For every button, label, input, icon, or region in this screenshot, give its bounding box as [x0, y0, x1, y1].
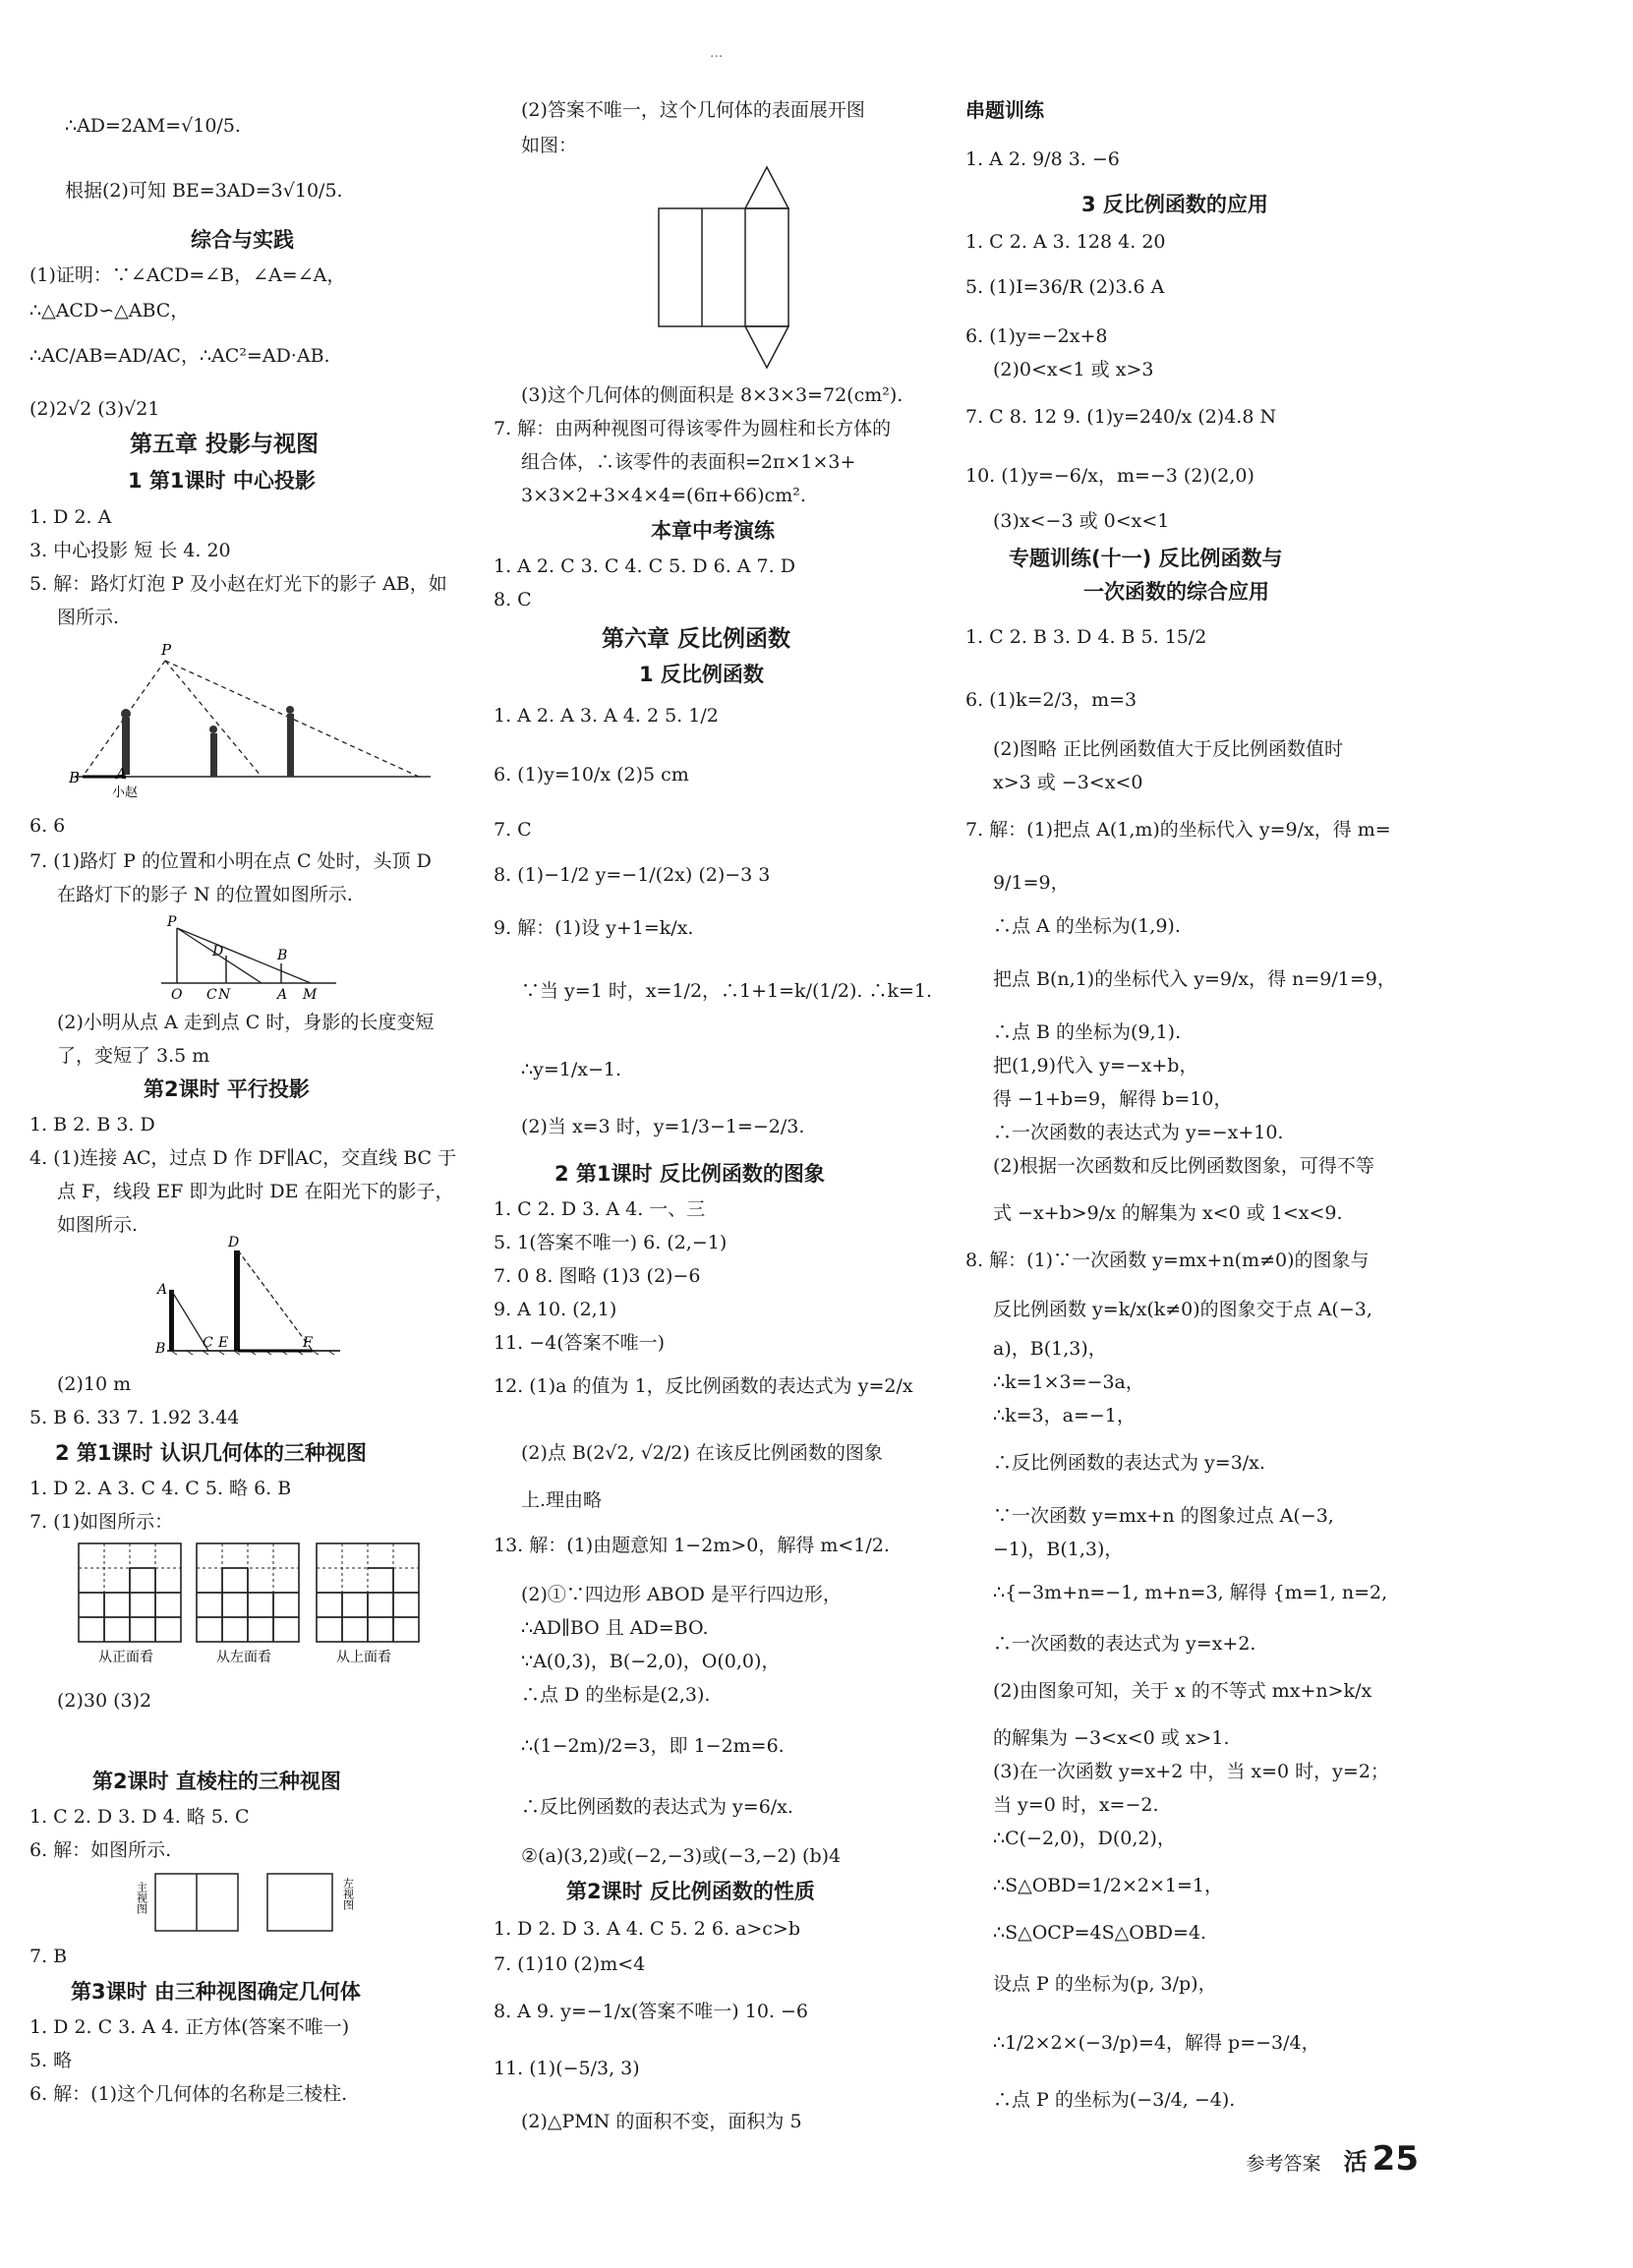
- point-label-o: O: [171, 987, 183, 1001]
- point-label-d: D: [228, 1235, 240, 1250]
- point-label-p: P: [161, 641, 172, 659]
- text-line: 7. (1)路灯 P 的位置和小明在点 C 处时，头顶 D: [29, 850, 432, 872]
- text-line: ∴点 P 的坐标为(−3/4, −4).: [993, 2089, 1236, 2111]
- text-line: (2)点 B(2√2, √2/2) 在该反比例函数的图象: [521, 1442, 883, 1464]
- text-line: 1. C 2. B 3. D 4. B 5. 15/2: [965, 626, 1207, 648]
- text-line: (2)2√2 (3)√21: [29, 398, 160, 420]
- point-label-a: A: [277, 987, 288, 1001]
- text-line: 10. (1)y=−6/x，m=−3 (2)(2,0): [965, 465, 1254, 487]
- column-3: [954, 0, 1426, 2268]
- text-line: ∴C(−2,0)，D(0,2)，: [993, 1828, 1176, 1849]
- text-line: (2)当 x=3 时，y=1/3−1=−2/3.: [521, 1116, 805, 1137]
- text-line: 6. (1)y=10/x (2)5 cm: [494, 764, 689, 785]
- text-line: 7. 解：(1)把点 A(1,m)的坐标代入 y=9/x，得 m=: [965, 819, 1391, 841]
- section-heading: 本章中考演练: [651, 519, 775, 543]
- text-line: 8. A 9. y=−1/x(答案不唯一) 10. −6: [494, 2001, 809, 2022]
- text-line: 1. D 2. A 3. C 4. C 5. 略 6. B: [29, 1478, 292, 1499]
- page-footer: [1246, 2139, 1419, 2179]
- text-line: 点 F，线段 EF 即为此时 DE 在阳光下的影子，: [57, 1181, 454, 1202]
- text-line: 6. (1)y=−2x+8: [965, 325, 1108, 347]
- point-label-a: A: [157, 1282, 168, 1298]
- text-line: (3)这个几何体的侧面积是 8×3×3=72(cm²).: [521, 384, 904, 406]
- point-label-m: M: [303, 987, 318, 1001]
- text-line: (2)答案不唯一，这个几何体的表面展开图: [521, 99, 865, 121]
- text-line: 5. B 6. 33 7. 1.92 3.44: [29, 1407, 240, 1428]
- section-heading: 综合与实践: [191, 228, 294, 252]
- text-line: 1. D 2. A: [29, 506, 112, 528]
- section-heading: 串题训练: [965, 98, 1044, 122]
- three-views-figure: [69, 1540, 442, 1667]
- section-heading: 第2课时 直棱柱的三种视图: [92, 1770, 341, 1793]
- text-line: 7. C 8. 12 9. (1)y=240/x (2)4.8 N: [965, 406, 1277, 428]
- section-heading: 第2课时 平行投影: [144, 1077, 310, 1101]
- text-line: 1. C 2. D 3. A 4. 一、三: [494, 1198, 706, 1220]
- text-line: 图所示.: [57, 607, 120, 628]
- point-label-c: C: [203, 1335, 213, 1351]
- text-line: 1. A 2. C 3. C 4. C 5. D 6. A 7. D: [494, 555, 795, 577]
- text-line: 5. 1(答案不唯一) 6. (2,−1): [494, 1232, 728, 1253]
- text-line: 根据(2)可知 BE=3AD=3√10/5.: [65, 180, 343, 202]
- text-line: 7. B: [29, 1946, 68, 1967]
- text-line: 1. B 2. B 3. D: [29, 1114, 155, 1135]
- text-line: 得 −1+b=9，解得 b=10，: [993, 1088, 1233, 1110]
- prism-net-figure: [649, 159, 796, 376]
- text-line: ②(a)(3,2)或(−2,−3)或(−3,−2) (b)4: [521, 1845, 842, 1867]
- text-line: ∴S△OBD=1/2×2×1=1，: [993, 1875, 1224, 1896]
- text-line: 6. 解：如图所示.: [29, 1839, 172, 1861]
- text-line: 9. 解：(1)设 y+1=k/x.: [494, 917, 694, 939]
- text-line: 1. D 2. C 3. A 4. 正方体(答案不唯一): [29, 2016, 350, 2038]
- text-line: 7. C: [494, 819, 532, 841]
- text-line: 的解集为 −3<x<0 或 x>1.: [993, 1727, 1230, 1749]
- text-line: (2)小明从点 A 走到点 C 时，身影的长度变短: [57, 1012, 435, 1033]
- text-line: ∵当 y=1 时，x=1/2，∴1+1=k/(1/2). ∴k=1.: [521, 980, 933, 1002]
- text-line: ∴(1−2m)/2=3，即 1−2m=6.: [521, 1735, 785, 1757]
- lamp-shadow-figure-1: [65, 637, 438, 804]
- point-label-p: P: [167, 914, 177, 930]
- parallel-projection-figure: [147, 1235, 344, 1363]
- prism-views-figure: [126, 1868, 372, 1937]
- section-heading: 2 第1课时 反比例函数的图象: [554, 1162, 825, 1186]
- text-line: 组合体，∴该零件的表面积=2π×1×3+: [521, 451, 856, 473]
- text-line: 9/1=9，: [993, 872, 1070, 894]
- point-label-f: F: [303, 1335, 313, 1351]
- text-line: 如图：: [521, 135, 578, 156]
- text-line: ∴y=1/x−1.: [521, 1059, 621, 1080]
- text-line: 把点 B(n,1)的坐标代入 y=9/x，得 n=9/1=9，: [993, 968, 1396, 990]
- text-line: 当 y=0 时，x=−2.: [993, 1794, 1159, 1816]
- text-line: ∴点 A 的坐标为(1,9).: [993, 915, 1181, 937]
- text-line: 8. C: [494, 589, 532, 611]
- text-line: 4. (1)连接 AC，过点 D 作 DF∥AC，交直线 BC 于: [29, 1147, 457, 1169]
- view-label-left: 从左面看: [216, 1650, 271, 1665]
- text-line: 6. 解：(1)这个几何体的名称是三棱柱.: [29, 2083, 348, 2105]
- section-heading: 1 反比例函数: [639, 663, 764, 686]
- text-line: 7. (1)如图所示：: [29, 1511, 174, 1533]
- footer-brand: 活: [1343, 2148, 1368, 2176]
- point-label-b: B: [69, 769, 81, 786]
- text-line: 设点 P 的坐标为(p, 3/p)，: [993, 1973, 1217, 1995]
- text-line: 3×3×2+3×4×4=(6π+66)cm².: [521, 485, 806, 506]
- text-line: ∴反比例函数的表达式为 y=6/x.: [521, 1796, 793, 1818]
- figure-caption: 小赵: [112, 785, 139, 800]
- text-line: 13. 解：(1)由题意知 1−2m>0，解得 m<1/2.: [494, 1535, 890, 1556]
- point-label-c: C: [206, 987, 217, 1001]
- text-line: 3. 中心投影 短 长 4. 20: [29, 540, 231, 561]
- text-line: 6. 6: [29, 815, 66, 837]
- text-line: 1. A 2. A 3. A 4. 2 5. 1/2: [494, 705, 719, 727]
- text-line: 12. (1)a 的值为 1，反比例函数的表达式为 y=2/x: [494, 1375, 913, 1397]
- text-line: ∵一次函数 y=mx+n 的图象过点 A(−3,: [993, 1505, 1334, 1527]
- view-label-front: 从正面看: [98, 1650, 153, 1665]
- text-line: 1. C 2. A 3. 128 4. 20: [965, 231, 1166, 253]
- text-line: ∴S△OCP=4S△OBD=4.: [993, 1922, 1207, 1944]
- section-heading: 一次函数的综合应用: [1083, 580, 1269, 604]
- text-line: 7. 解：由两种视图可得该零件为圆柱和长方体的: [494, 418, 892, 439]
- text-line: 6. (1)k=2/3，m=3: [965, 689, 1137, 711]
- text-line: 7. (1)10 (2)m<4: [494, 1953, 646, 1975]
- text-line: ∴△ACD∽△ABC，: [29, 300, 190, 321]
- text-line: (3)x<−3 或 0<x<1: [993, 510, 1170, 532]
- text-line: (2)根据一次函数和反比例函数图象，可得不等: [993, 1155, 1374, 1177]
- text-line: 上.理由略: [521, 1489, 603, 1511]
- text-line: 8. (1)−1/2 y=−1/(2x) (2)−3 3: [494, 864, 771, 886]
- text-line: a)，B(1,3)，: [993, 1338, 1107, 1360]
- text-line: 1. D 2. D 3. A 4. C 5. 2 6. a>c>b: [494, 1918, 800, 1940]
- text-line: ∴{−3m+n=−1, m+n=3, 解得 {m=1, n=2,: [993, 1582, 1388, 1603]
- text-line: −1)，B(1,3)，: [993, 1539, 1124, 1560]
- footer-label: 参考答案: [1246, 2153, 1321, 2175]
- text-line: 1. A 2. 9/8 3. −6: [965, 148, 1120, 170]
- text-line: (1)证明：∵∠ACD=∠B，∠A=∠A，: [29, 264, 346, 286]
- text-line: 式 −x+b>9/x 的解集为 x<0 或 1<x<9.: [993, 1202, 1343, 1224]
- text-line: 把(1,9)代入 y=−x+b，: [993, 1055, 1198, 1076]
- lamp-shadow-figure-2: [155, 912, 342, 1001]
- text-line: 7. 0 8. 图略 (1)3 (2)−6: [494, 1265, 701, 1287]
- text-line: (2)由图象可知，关于 x 的不等式 mx+n>k/x: [993, 1680, 1372, 1702]
- section-heading: 1 第1课时 中心投影: [128, 469, 316, 493]
- text-line: 如图所示.: [57, 1214, 139, 1236]
- text-line: (2)图略 正比例函数值大于反比例函数值时: [993, 738, 1343, 760]
- point-label-b: B: [155, 1341, 166, 1357]
- chapter-heading: 第六章 反比例函数: [602, 626, 791, 652]
- point-label-n: N: [218, 987, 231, 1001]
- text-line: (2)0<x<1 或 x>3: [993, 359, 1154, 380]
- text-line: 11. (1)(−5/3, 3): [494, 2058, 640, 2079]
- text-line: x>3 或 −3<x<0: [993, 772, 1143, 793]
- text-line: 反比例函数 y=k/x(k≠0)的图象交于点 A(−3,: [993, 1299, 1372, 1320]
- text-line: ∴一次函数的表达式为 y=−x+10.: [993, 1122, 1284, 1143]
- text-line: 8. 解：(1)∵一次函数 y=mx+n(m≠0)的图象与: [965, 1250, 1370, 1271]
- text-line: ∵A(0,3)，B(−2,0)，O(0,0)，: [521, 1651, 781, 1672]
- text-line: ∴点 D 的坐标是(2,3).: [521, 1684, 711, 1706]
- text-line: 5. 解：路灯灯泡 P 及小赵在灯光下的影子 AB，如: [29, 573, 447, 595]
- view-label-left-side: 左视图: [341, 1878, 355, 1910]
- text-line: 5. (1)I=36/R (2)3.6 A: [965, 276, 1165, 298]
- text-line: 11. −4(答案不唯一): [494, 1332, 666, 1354]
- section-heading: 第3课时 由三种视图确定几何体: [71, 1980, 361, 2004]
- text-line: (2)△PMN 的面积不变，面积为 5: [521, 2111, 802, 2132]
- view-label-top: 从上面看: [336, 1650, 391, 1665]
- text-line: 9. A 10. (2,1): [494, 1299, 617, 1320]
- text-line: 在路灯下的影子 N 的位置如图所示.: [57, 884, 353, 905]
- text-line: ∴AC/AB=AD/AC，∴AC²=AD·AB.: [29, 345, 330, 367]
- text-line: 5. 略: [29, 2050, 73, 2071]
- point-label-a: A: [116, 765, 127, 783]
- text-line: (2)①∵四边形 ABOD 是平行四边形，: [521, 1584, 842, 1605]
- view-label-main: 主视图: [135, 1882, 148, 1914]
- section-heading: 2 第1课时 认识几何体的三种视图: [55, 1441, 367, 1465]
- text-line: (3)在一次函数 y=x+2 中，当 x=0 时，y=2；: [993, 1761, 1389, 1782]
- page-top-mark: ···: [710, 49, 724, 65]
- text-line: 1. C 2. D 3. D 4. 略 5. C: [29, 1806, 250, 1828]
- chapter-heading: 第五章 投影与视图: [130, 432, 320, 457]
- text-line: ∴点 B 的坐标为(9,1).: [993, 1021, 1182, 1043]
- text-line: (2)30 (3)2: [57, 1690, 152, 1712]
- point-label-e: E: [218, 1335, 229, 1351]
- text-line: ∴一次函数的表达式为 y=x+2.: [993, 1633, 1256, 1655]
- text-line: ∴反比例函数的表达式为 y=3/x.: [993, 1452, 1265, 1474]
- point-label-b: B: [277, 948, 288, 963]
- section-heading: 3 反比例函数的应用: [1081, 193, 1268, 216]
- column-1: [0, 0, 492, 2268]
- text-line: ∴1/2×2×(−3/p)=4，解得 p=−3/4，: [993, 2032, 1320, 2054]
- point-label-d: D: [212, 944, 224, 960]
- page-number: 25: [1371, 2139, 1419, 2179]
- text-line: ∴k=3，a=−1，: [993, 1405, 1136, 1426]
- section-heading: 第2课时 反比例函数的性质: [566, 1880, 815, 1903]
- text-line: ∴k=1×3=−3a，: [993, 1371, 1144, 1393]
- text-line: (2)10 m: [57, 1373, 132, 1395]
- text-line: 了，变短了 3.5 m: [57, 1045, 210, 1067]
- text-line: ∴AD=2AM=√10/5.: [65, 115, 241, 137]
- column-2: [482, 0, 944, 2268]
- section-heading: 专题训练(十一) 反比例函数与: [1009, 547, 1283, 570]
- text-line: ∴AD∥BO 且 AD=BO.: [521, 1617, 709, 1639]
